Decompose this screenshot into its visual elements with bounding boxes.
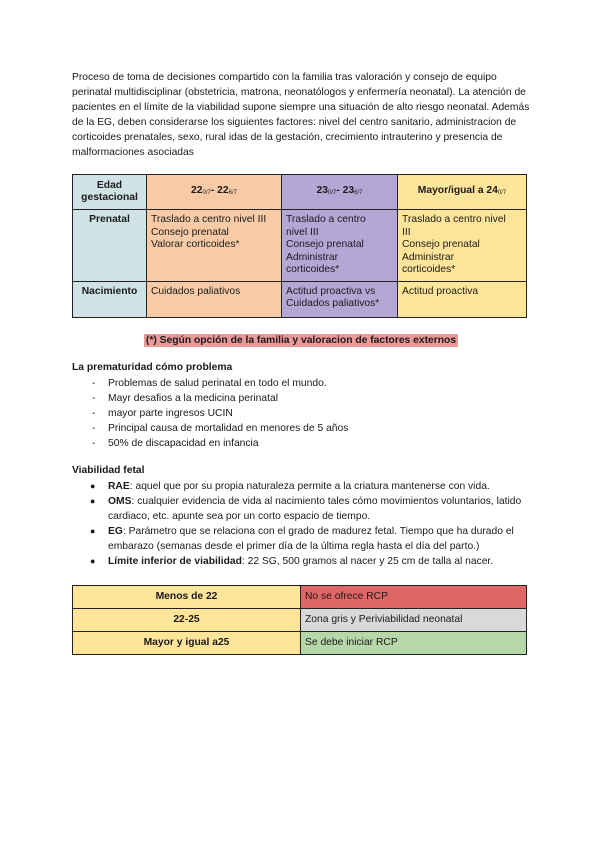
list-item: - 50% de discapacidad en infancia xyxy=(92,437,259,449)
prematuridad-list xyxy=(72,376,530,451)
row-label-nacimiento: Nacimiento xyxy=(73,281,147,317)
list-item: ● OMS: cualquier evidencia de vida al nacimiento tales cómo movimientos voluntarios, latido cardiaco, etc. apunte sea por un corto espacio de tiempo. xyxy=(90,495,522,522)
bullet-icon: ● xyxy=(90,495,96,506)
row-label-prenatal: Prenatal xyxy=(73,210,147,282)
footnote-wrapper xyxy=(72,330,530,348)
footnote-highlight: (*) Según opción de la familia y valoracion de factores externos xyxy=(145,334,457,346)
rcp-action: No se ofrece RCP xyxy=(301,585,527,608)
cell-prenatal-22: Traslado a centro nivel III Consejo prenatal Valorar corticoides* xyxy=(147,210,282,282)
header-edad-gestacional: Edad gestacional xyxy=(73,175,147,210)
rcp-table xyxy=(72,585,527,655)
cell-prenatal-23: Traslado a centro nivel III Consejo prenatal Administrar corticoides* xyxy=(282,210,398,282)
gestational-age-table xyxy=(72,174,527,318)
list-item: - mayor parte ingresos UCIN xyxy=(92,407,233,419)
document-page xyxy=(72,70,530,655)
bullet-icon: ● xyxy=(90,555,96,566)
table-header-row xyxy=(73,175,527,210)
rcp-age: Mayor y igual a25 xyxy=(73,631,301,654)
bullet-icon: ● xyxy=(90,525,96,536)
viabilidad-heading: Viabilidad fetal xyxy=(72,464,145,476)
rcp-action: Zona gris y Periviabilidad neonatal xyxy=(301,608,527,631)
header-22-weeks: $22_{0/7}-$ $22_{6/7}$ xyxy=(147,175,282,210)
bullet-icon: ● xyxy=(90,480,96,491)
list-item: ● Límite inferior de viabilidad: 22 SG, 500 gramos al nacer y 25 cm de talla al nacer. xyxy=(90,555,494,567)
rcp-action: Se debe iniciar RCP xyxy=(301,631,527,654)
list-item: ● RAE: aquel que por su propia naturaleza permite a la criatura mantenerse con vida. xyxy=(90,480,490,492)
rcp-age: 22-25 xyxy=(73,608,301,631)
table-row-prenatal xyxy=(73,210,527,282)
list-item: - Problemas de salud perinatal en todo el mundo. xyxy=(92,377,327,389)
cell-prenatal-24: Traslado a centro nivel III Consejo prenatal Administrar corticoides* xyxy=(398,210,527,282)
cell-nacimiento-23: Actitud proactiva vs Cuidados paliativos* xyxy=(282,281,398,317)
header-24-weeks: Mayor/igual a $24_{0/7}$ xyxy=(398,175,527,210)
header-23-weeks: $23_{0/7}-$ $23_{6/7}$ xyxy=(282,175,398,210)
cell-nacimiento-24: Actitud proactiva xyxy=(398,281,527,317)
rcp-row xyxy=(73,608,527,631)
viabilidad-list xyxy=(72,479,530,569)
rcp-row xyxy=(73,631,527,654)
rcp-age: Menos de 22 xyxy=(73,585,301,608)
intro-paragraph: Proceso de toma de decisiones compartido con la familia tras valoración y consejo de equipo perinatal multidisciplinar (obstetricia, matrona, neonatólogos y enfermería neonatal). La atención de pacientes en el límite de la viabilidad supone siempre una situación de alto riesgo neonatal. Además de la EG, deben considerarse los siguientes factores: nivel del centro sanitario, administracion de corticoides prenatales, sexo, rural idas de la gestación, crecimiento intrauterino y presencia de malformaciones asociadas xyxy=(72,72,530,158)
list-item: - Principal causa de mortalidad en menores de 5 años xyxy=(92,422,349,434)
list-item: ● EG: Parámetro que se relaciona con el grado de madurez fetal. Tiempo que ha durado el embarazo (semanas desde el primer día de la última regla hasta el día del parto.) xyxy=(90,525,514,552)
rcp-row xyxy=(73,585,527,608)
prematuridad-heading: La prematuridad cómo problema xyxy=(72,361,233,373)
cell-nacimiento-22: Cuidados paliativos xyxy=(147,281,282,317)
list-item: - Mayr desafios a la medicina perinatal xyxy=(92,392,278,404)
table-row-nacimiento xyxy=(73,281,527,317)
